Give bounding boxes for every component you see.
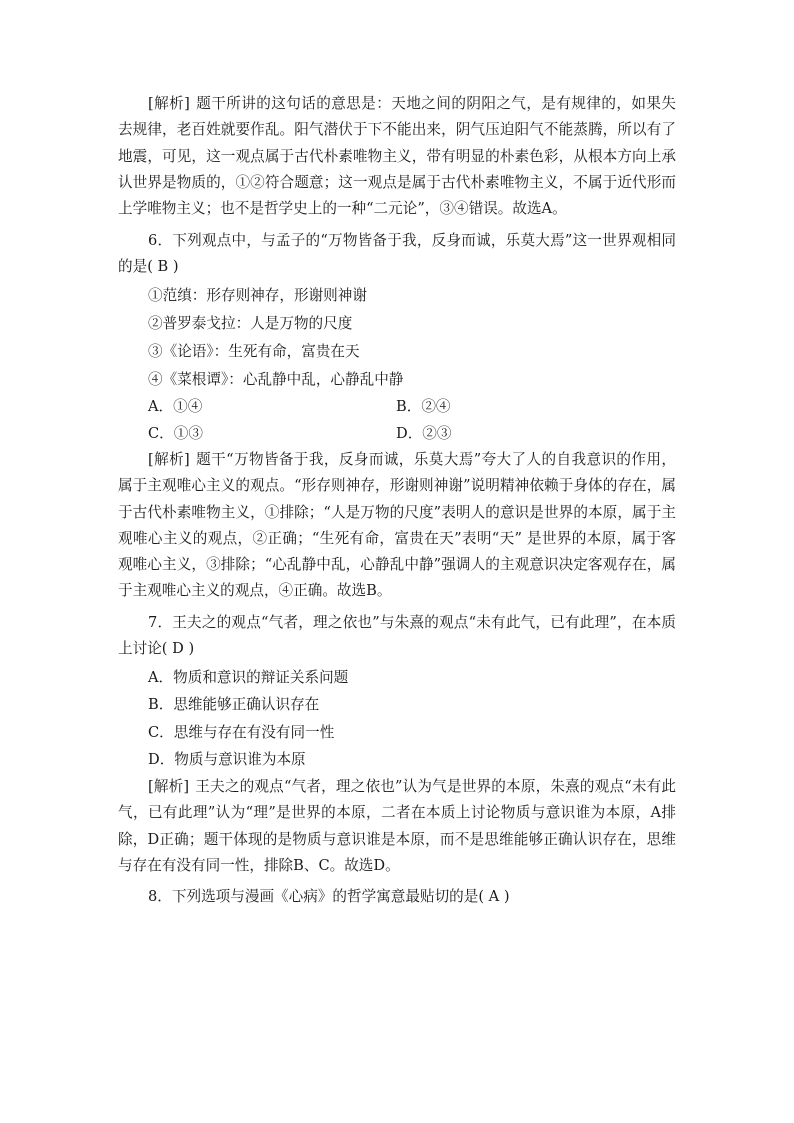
analysis-tag: [解析]	[148, 778, 190, 795]
analysis-text: 题干所讲的这句话的意思是：天地之间的阴阳之气，是有规律的，如果失去规律，老百姓就要作乱。阳气潜伏于下不能出来，阴气压迫阳气不能蒸腾，所以有了地震，可见，这一观点属于古代朴素唯物主义，带有明显的朴素色彩，从根本方向上承认世界是物质的，①②符合题意；这一观点是属于古代朴素唯物主义，不属于近代形而上学唯物主义；也不是哲学史上的一种“二元论”，③④错误。故选A。	[118, 95, 676, 218]
analysis-6	[0, 447, 794, 605]
q6-item-1: ①范缜：形存则神存，形谢则神谢	[148, 287, 367, 304]
q6-item-3: ③《论语》：生死有命，富贵在天	[148, 343, 360, 360]
analysis-text: 题干“万物皆备于我，反身而诚，乐莫大焉”夸大了人的自我意识的作用，属于主观唯心主义的观点。“形存则神存，形谢则神谢”说明精神依赖于身体的存在，属于古代朴素唯物主义，①排除；“人是万物的尺度”表明人的意识是世界的本原，属于主观唯心主义的观点，②正确；“生死有命，富贵在天”表明“天” 是世界的本原，属于客观唯心主义，③排除；“心乱静中乱，心静乱中静”强调人的主观意识决定客观存在，属于主观唯心主义的观点，④正确。故选B。	[118, 451, 676, 600]
q6-option-d: D．②③	[396, 425, 452, 442]
q6-item-2: ②普罗泰戈拉：人是万物的尺度	[148, 315, 353, 332]
question-6-stem	[0, 228, 794, 281]
q7-option-d: D．物质与意识谁为本原	[148, 751, 306, 768]
analysis-tag: [解析]	[148, 95, 190, 112]
q6-option-c: C．①③	[148, 425, 203, 442]
q7-option-b: B．思维能够正确认识存在	[148, 696, 320, 713]
analysis-text: 王夫之的观点“气者，理之依也”认为气是世界的本原，朱熹的观点“未有此气，已有此理”认为“理”是世界的本原，二者在本质上讨论物质与意识谁为本原，A排除，D正确；题干体现的是物质与意识谁是本原，而不是思维能够正确认识存在，思维与存在有没有同一性，排除B、C。故选D。	[118, 778, 677, 874]
question-7-text: 7．王夫之的观点“气者，理之依也”与朱熹的观点“未有此气，已有此理”，在本质上讨论( D )	[118, 614, 676, 658]
question-6-text: 6．下列观点中，与孟子的“万物皆备于我，反身而诚，乐莫大焉”这一世界观相同的是( B )	[118, 232, 676, 276]
analysis-tag: [解析]	[148, 451, 190, 468]
question-8-stem	[0, 884, 794, 910]
analysis-5	[0, 91, 794, 222]
q7-option-a: A．物质和意识的辩证关系问题	[148, 669, 349, 686]
q7-option-c: C．思维与存在有没有同一性	[148, 724, 335, 741]
q6-option-b: B．②④	[396, 398, 451, 415]
q6-option-a: A．①④	[148, 398, 203, 415]
question-7-stem	[0, 610, 794, 663]
analysis-7	[0, 774, 794, 879]
q6-item-4: ④《菜根谭》：心乱静中乱，心静乱中静	[148, 371, 404, 388]
question-8-text: 8．下列选项与漫画《心病》的哲学寓意最贴切的是( A )	[148, 888, 510, 905]
